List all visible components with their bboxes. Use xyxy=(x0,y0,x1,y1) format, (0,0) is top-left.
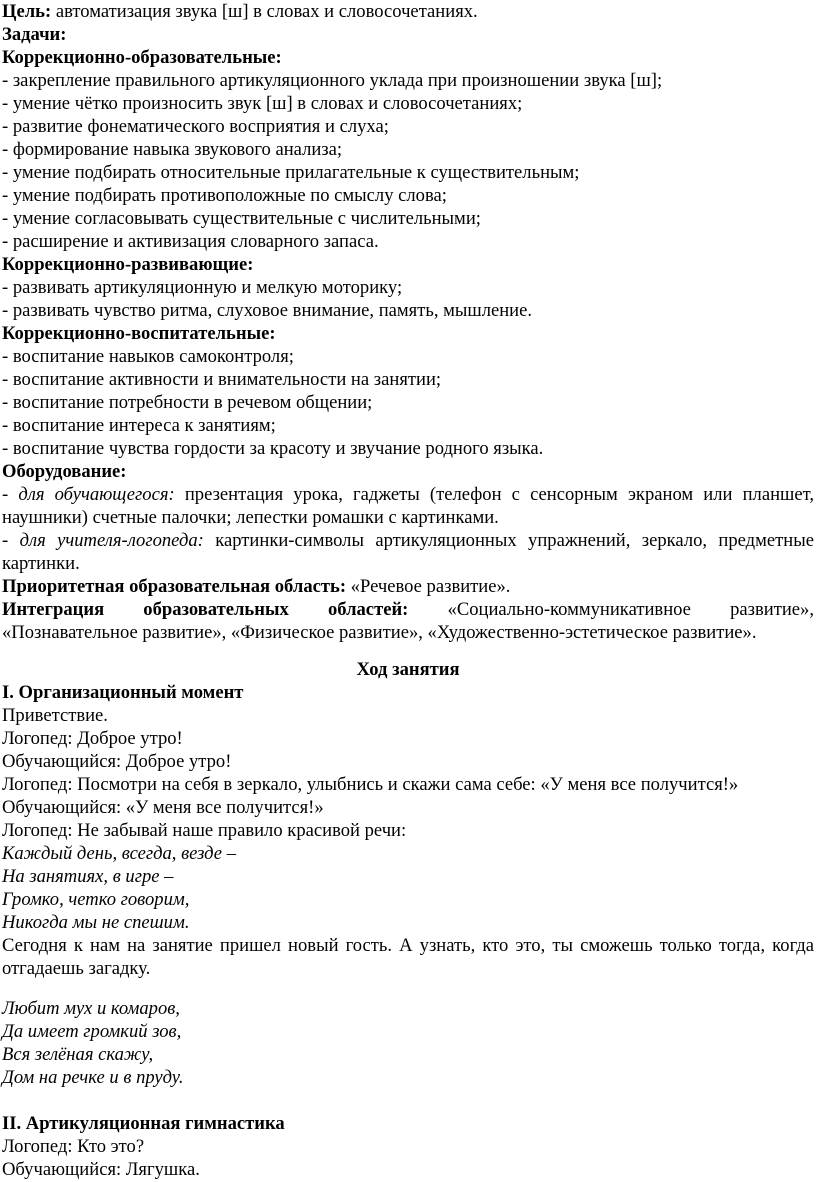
equipment-student-line: - для обучающегося: презентация урока, гаджеты (телефон с сенсорным экраном или планшет, xyxy=(2,484,814,505)
equipment-teacher-line: - для учителя-логопеда: картинки-символы артикуляционных упражнений, зеркало, предметные xyxy=(2,530,814,551)
dialogue-line: Логопед: Кто это? xyxy=(2,1136,145,1157)
priority-area-line: Приоритетная образовательная область: «Речевое развитие». xyxy=(2,576,511,597)
list-item: - развивать чувство ритма, слуховое внимание, память, мышление. xyxy=(2,300,533,321)
equipment-teacher-label: для учителя-логопеда: xyxy=(19,530,204,551)
goal-label: Цель: xyxy=(2,1,52,22)
dialogue-line: Логопед: Посмотри на себя в зеркало, улыбнись и скажи сама себе: «У меня все получится!» xyxy=(2,774,739,795)
guest-text-line: Сегодня к нам на занятие пришел новый гость. А узнать, кто это, ты сможешь только тогда, когда xyxy=(2,935,814,956)
rule-poem-line: Громко, четко говорим, xyxy=(2,889,190,910)
riddle-line: Да имеет громкий зов, xyxy=(2,1021,182,1042)
section-1-heading: I. Организационный момент xyxy=(2,682,244,703)
list-item: - воспитание интереса к занятиям; xyxy=(2,415,276,436)
dialogue-line: Обучающийся: Лягушка. xyxy=(2,1159,200,1180)
riddle-line: Дом на речке и в пруду. xyxy=(2,1067,184,1088)
tasks-heading: Задачи: xyxy=(2,24,67,45)
dialogue-line: Обучающийся: Доброе утро! xyxy=(2,751,232,772)
list-item: - воспитание потребности в речевом общении; xyxy=(2,392,373,413)
correctional-educational-heading: Коррекционно-образовательные: xyxy=(2,47,282,68)
list-item: - воспитание активности и внимательности на занятии; xyxy=(2,369,442,390)
list-item: - умение подбирать относительные прилагательные к существительным; xyxy=(2,162,580,183)
rule-poem-line: Никогда мы не спешим. xyxy=(2,912,190,933)
list-item: - воспитание навыков самоконтроля; xyxy=(2,346,294,367)
list-item: - закрепление правильного артикуляционного уклада при произношении звука [ш]; xyxy=(2,70,663,91)
equipment-student-label: для обучающегося: xyxy=(18,484,175,505)
goal-line xyxy=(2,0,814,24)
dialogue-line: Логопед: Доброе утро! xyxy=(2,728,183,749)
equipment-teacher-line-2: картинки. xyxy=(2,553,80,574)
list-item: - умение согласовывать существительные с числительными; xyxy=(2,208,481,229)
equipment-heading: Оборудование: xyxy=(2,461,127,482)
integration-label: Интеграция образовательных областей: xyxy=(2,599,409,620)
list-item: - умение подбирать противоположные по смыслу слова; xyxy=(2,185,447,206)
riddle-line: Вся зелёная скажу, xyxy=(2,1044,154,1065)
correctional-upbringing-heading: Коррекционно-воспитательные: xyxy=(2,323,276,344)
rule-poem-line: Каждый день, всегда, везде – xyxy=(2,843,237,864)
list-item: - воспитание чувства гордости за красоту и звучание родного языка. xyxy=(2,438,544,459)
list-item: - развивать артикуляционную и мелкую моторику; xyxy=(2,277,403,298)
dialogue-line: Приветствие. xyxy=(2,705,108,726)
integration-line: Интеграция образовательных областей: «Социально-коммуникативное развитие», xyxy=(2,599,814,620)
rule-poem-line: На занятиях, в игре – xyxy=(2,866,174,887)
integration-line-2: «Познавательное развитие», «Физическое развитие», «Художественно-эстетическое развитие». xyxy=(2,622,757,643)
riddle-line: Любит мух и комаров, xyxy=(2,998,180,1019)
priority-area-label: Приоритетная образовательная область: xyxy=(2,576,347,597)
guest-text-line-2: отгадаешь загадку. xyxy=(2,958,151,979)
equipment-student-line-2: наушники) счетные палочки; лепестки ромашки с картинками. xyxy=(2,507,499,528)
lesson-heading: Ход занятия xyxy=(356,659,460,680)
section-2-heading: II. Артикуляционная гимнастика xyxy=(2,1113,285,1134)
goal-text: автоматизация звука [ш] в словах и словосочетаниях. xyxy=(51,1,478,22)
dialogue-line: Обучающийся: «У меня все получится!» xyxy=(2,797,324,818)
correctional-developmental-heading: Коррекционно-развивающие: xyxy=(2,254,254,275)
dialogue-line: Логопед: Не забывай наше правило красивой речи: xyxy=(2,820,407,841)
list-item: - умение чётко произносить звук [ш] в словах и словосочетаниях; xyxy=(2,93,523,114)
list-item: - развитие фонематического восприятия и слуха; xyxy=(2,116,389,137)
list-item: - расширение и активизация словарного запаса. xyxy=(2,231,379,252)
list-item: - формирование навыка звукового анализа; xyxy=(2,139,343,160)
